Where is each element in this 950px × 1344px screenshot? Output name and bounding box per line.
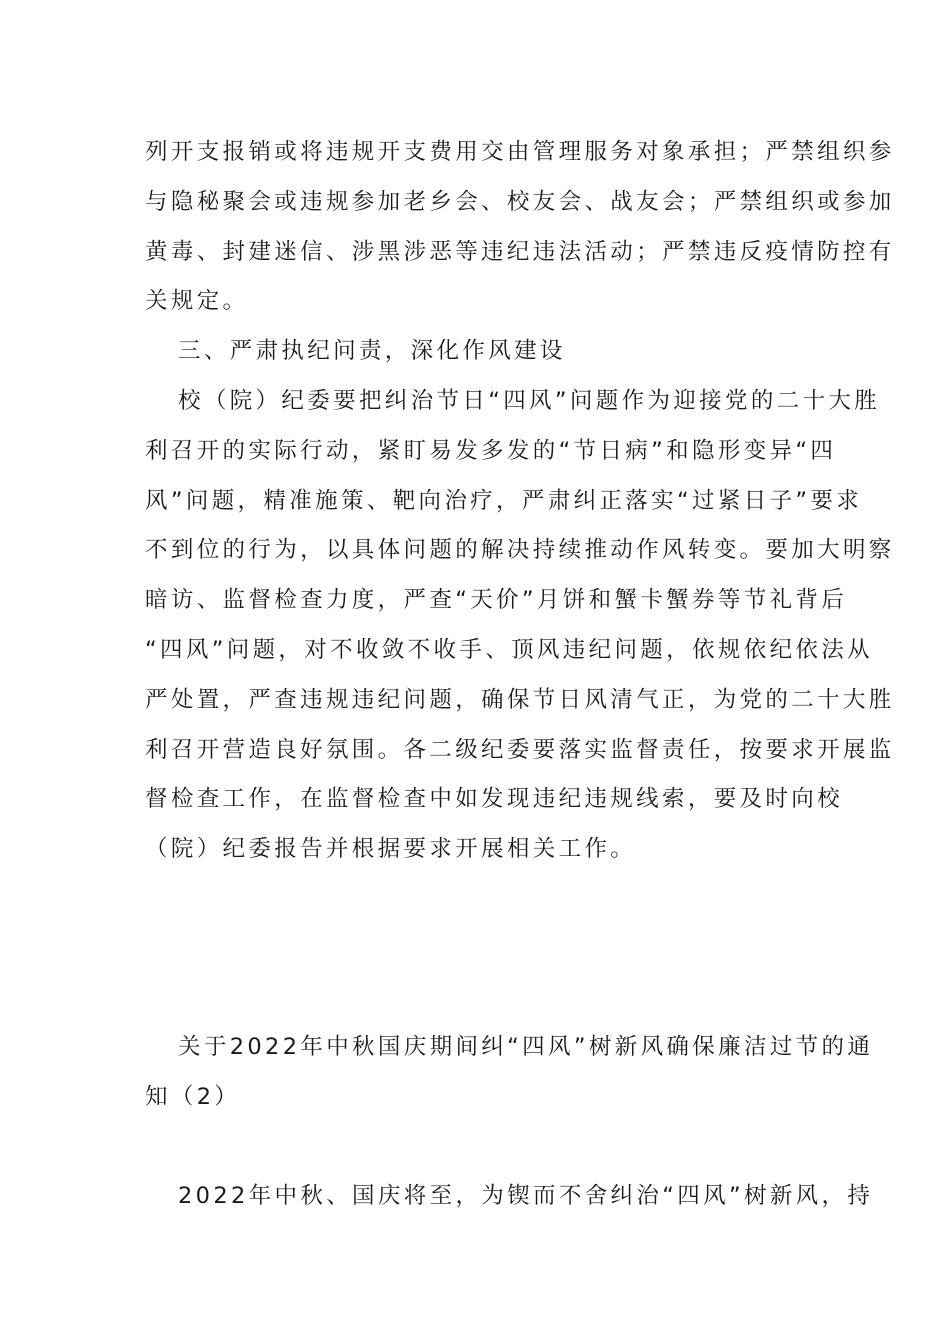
- body-text-line: 不到位的行为，以具体问题的解决持续推动作风转变。要加大明察: [145, 537, 895, 563]
- body-text-line: 关规定。: [145, 288, 249, 314]
- body-text-line: 暗访、监督检查力度，严查“天价”月饼和蟹卡蟹券等节礼背后: [145, 587, 848, 613]
- notice-title-line: 知（2）: [145, 1084, 241, 1110]
- body-text-line: 校（院）纪委要把纠治节日“四风”问题作为迎接党的二十大胜: [178, 388, 881, 414]
- body-text-line: 列开支报销或将违规开支费用交由管理服务对象承担；严禁组织参: [145, 139, 895, 165]
- body-text-line: 2022年中秋、国庆将至，为锲而不舍纠治“四风”树新风，持: [178, 1183, 874, 1209]
- body-text-line: 黄毒、封建迷信、涉黑涉恶等违纪违法活动；严禁违反疫情防控有: [145, 239, 895, 265]
- body-text-line: 严处置，严查违规违纪问题，确保节日风清气正，为党的二十大胜: [145, 687, 895, 713]
- section-heading: 三、严肃执纪问责，深化作风建设: [178, 338, 566, 364]
- body-text-line: “四风”问题，对不收敛不收手、顶风违纪问题，依规依纪依法从: [145, 637, 873, 663]
- body-text-line: 与隐秘聚会或违规参加老乡会、校友会、战友会；严禁组织或参加: [145, 189, 895, 215]
- notice-title-line: 关于2022年中秋国庆期间纠“四风”树新风确保廉洁过节的通: [178, 1034, 874, 1060]
- body-text-line: 利召开的实际行动，紧盯易发多发的“节日病”和隐形变异“四: [145, 438, 837, 464]
- body-text-line: 风”问题，精准施策、靶向治疗，严肃纠正落实“过紧日子”要求: [145, 488, 863, 514]
- body-text-line: （院）纪委报告并根据要求开展相关工作。: [145, 836, 637, 862]
- body-text-line: 利召开营造良好氛围。各二级纪委要落实监督责任，按要求开展监: [145, 737, 895, 763]
- body-text-line: 督检查工作，在监督检查中如发现违纪违规线索，要及时向校: [145, 786, 843, 812]
